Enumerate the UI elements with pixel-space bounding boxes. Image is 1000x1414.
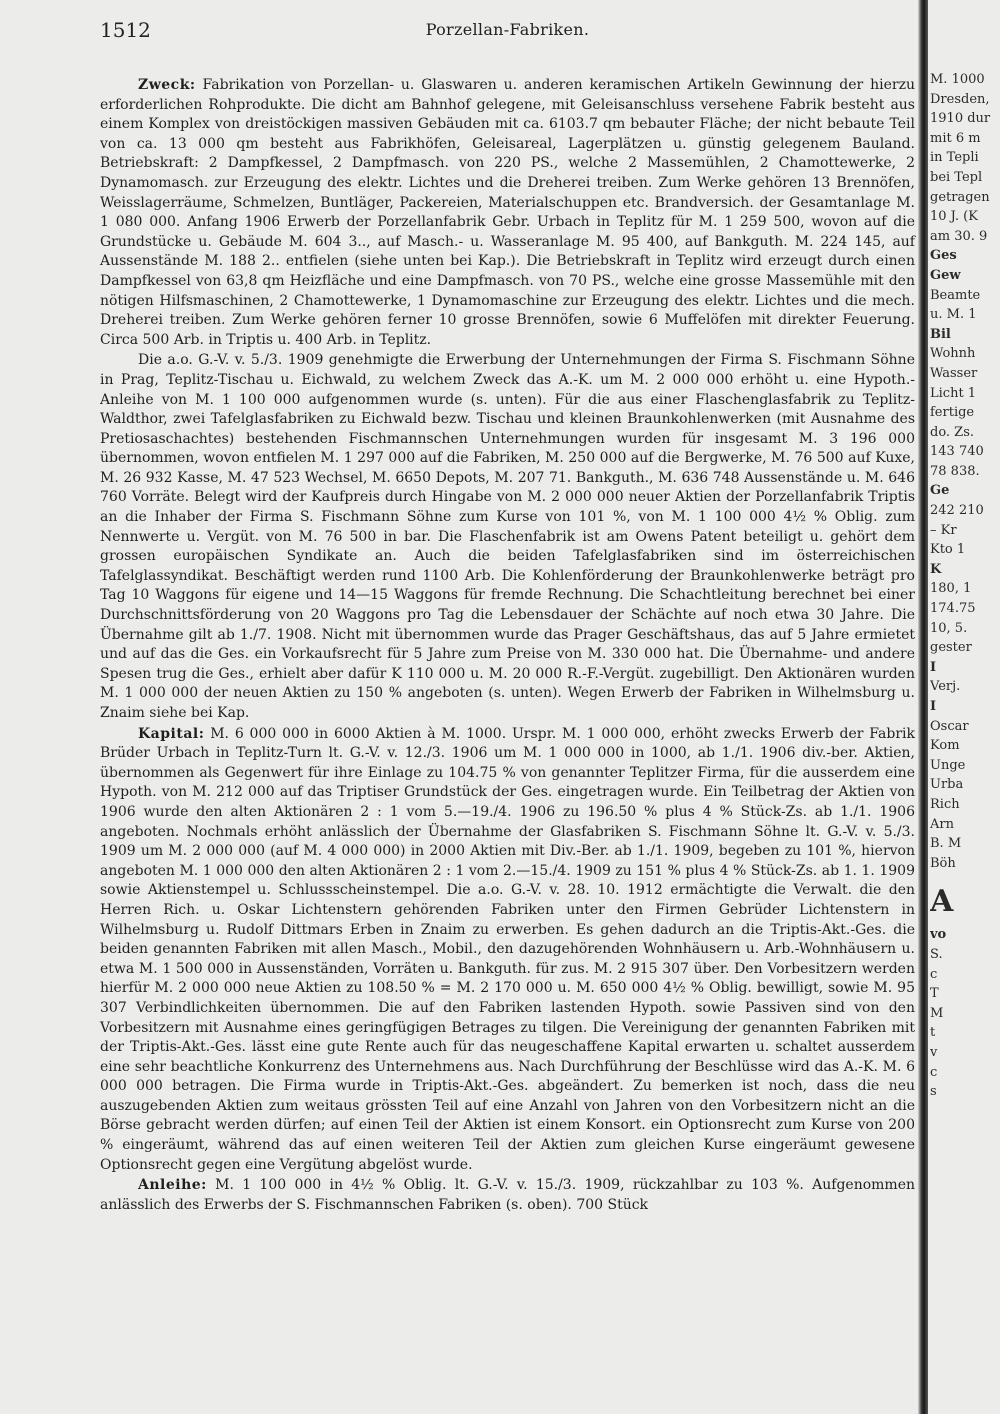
book-gutter	[918, 0, 928, 1414]
side-line: Bil	[930, 326, 951, 342]
side-line: 174.75	[930, 601, 976, 617]
side-line: – Kr	[930, 522, 957, 538]
side-line: Oscar	[930, 718, 969, 734]
side-line: t	[930, 1025, 936, 1041]
side-line: 10 J. (K	[930, 209, 978, 225]
side-line: s	[930, 1084, 937, 1100]
side-line: 78 838.	[930, 463, 980, 479]
side-line: T	[930, 986, 939, 1002]
side-line: do. Zs.	[930, 424, 975, 440]
side-line: bei Tepl	[930, 169, 983, 185]
side-line: Unge	[930, 757, 966, 773]
side-line: I	[930, 699, 937, 714]
keyword-zweck: Zweck:	[138, 77, 196, 93]
side-line: S.	[930, 946, 943, 962]
side-line: Urba	[930, 777, 964, 793]
side-line: Wohnh	[930, 346, 976, 362]
side-line: Kom	[930, 738, 960, 754]
keyword-anleihe: Anleihe:	[138, 1177, 207, 1194]
page-header	[100, 18, 915, 52]
article-body	[100, 76, 915, 1215]
side-line: 180, 1	[930, 581, 972, 597]
paragraph-anleihe	[100, 1176, 915, 1215]
side-line: mit 6 m	[930, 130, 981, 146]
side-line: M	[930, 1005, 944, 1021]
side-line: vo	[930, 927, 947, 943]
side-line: 242 210	[930, 503, 984, 519]
side-line: in Tepli	[930, 150, 979, 166]
running-head: Porzellan-Fabriken.	[425, 20, 590, 39]
side-line: c	[930, 966, 938, 982]
side-line: Ges	[930, 248, 957, 264]
keyword-kapital: Kapital:	[138, 725, 205, 742]
side-line: 1910 dur	[930, 111, 991, 127]
paragraph-erwerbung	[100, 351, 915, 723]
paragraph-zweck	[100, 76, 915, 350]
adjacent-page-fragment	[930, 70, 1000, 1102]
paragraph-text: M. 1 100 000 in 4½ % Oblig. lt. G.-V. v. 15./3. 1909, rückzahlbar zu 103 %. Aufgenommen anlässlich des Erwerbs der S. Fischmannschen Fabriken (s. oben). 700 Stück	[100, 1177, 915, 1213]
paragraph-text: M. 6 000 000 in 6000 Aktien à M. 1000. Urspr. M. 1 000 000, erhöht zwecks Erwerb der Fabrik Brüder Urbach in Teplitz-Turn lt. G.-V. v. 12./3. 1906 um M. 1 000 000 in 1000, ab 1./1. 1906 div.-ber. Aktien, übernommen als Gegenwert für ihre Einlage zu 104.75 % von genannter Teplitzer Firma, für die ausserdem eine Hypoth. von M. 212 000 auf das Triptiser Grundstück der Ges. eingetragen wurde. Ein Teilbetrag der Aktien von 1906 wurde den alten Aktionären 2 : 1 vom 5.—19./4. 1906 zu 196.50 % plus 4 % Stück-Zs. ab 1./1. 1906 angeboten. Nochmals erhöht anlässlich der Übernahme der Glasfabriken S. Fischmann Söhne lt. G.-V. v. 5./3. 1909 um M. 2 000 000 (auf M. 4 000 000) in 2000 Aktien mit Div.-Ber. ab 1./1. 1909, begeben zu 101 %, hiervon angeboten M. 1 000 000 den alten Aktionären 2 : 1 vom 2.—15./4. 1909 zu 151 % plus 4 % Stück-Zs. ab 1. 1. 1909 sowie Aktienstempel u. Schlussscheinstempel. Die a.o. G.-V. v. 28. 10. 1912 ermächtigte die Verwalt. die den Herren Rich. u. Oskar Lichtenstern gehörenden Fabriken unter den Firmen Gebrüder Lichtenstern in Wilhelmsburg u. Rudolf Dittmars Erben in Znaim zu erwerben. Es gehen dadurch an die Triptis-Akt.-Ges. die beiden genannten Fabriken mit allen Masch., Mobil., den dazugehörenden Wohnhäusern u. Arb.-Wohnhäusern u. etwa M. 1 500 000 in Aussenständen, Vorräten u. Bankguth. für zus. M. 2 915 307 über. Den Vorbesitzern werden hierfür M. 2 000 000 neue Aktien zu 108.50 % = M. 2 170 000 u. M. 650 000 4½ % Oblig. bewilligt, sowie M. 95 307 Verbindlichkeiten übernommen. Die auf den Fabriken lastenden Hypoth. sowie Passiven sind von den Vorbesitzern mit Ausnahme eines geringfügigen Betrages zu tilgen. Die Vereinigung der genannten Fabriken mit der Triptis-Akt.-Ges. lässt eine gute Rente auch für das neugeschaffene Kapital erwarten u. schaltet ausserdem eine sehr beachtliche Konkurrenz des Unternehmens aus. Nach Durchführung der Beschlüsse wird das A.-K. M. 6 000 000 betragen. Die Firma wurde in Triptis-Akt.-Ges. abgeändert. Zu bemerken ist noch, dass die neu auszugebenden Aktien zum weitaus grössten Teil auf eine Anzahl von Jahren von den Vorbesitzern nicht an die Börse gebracht werden dürfen; auf einen Teil der Aktien ist einem Konsort. ein Optionsrecht zum Kurse von 200 % eingeräumt, während das auf einen weiteren Teil der Aktien zum gleichen Kurse eingeräumt gewesene Optionsrecht gegen eine Vergütung abgelöst wurde.	[100, 725, 915, 1173]
main-column	[100, 18, 915, 1216]
side-line: gester	[930, 640, 972, 656]
side-line: v	[930, 1044, 938, 1060]
side-line: B. M	[930, 836, 962, 852]
side-line: Verj.	[930, 679, 961, 695]
side-line: Rich	[930, 796, 960, 812]
side-heading: A	[930, 884, 954, 920]
side-line: Wasser	[930, 365, 978, 381]
side-line: u. M. 1	[930, 307, 977, 323]
side-line: c	[930, 1064, 938, 1080]
paragraph-kapital	[100, 725, 915, 1176]
paragraph-text: Die a.o. G.-V. v. 5./3. 1909 genehmigte die Erwerbung der Unternehmungen der Firma S. Fischmann Söhne in Prag, Teplitz-Tischau u. Eichwald, zu welchem Zweck das A.-K. um M. 2 000 000 erhöht u. eine Hypoth.-Anleihe von M. 1 100 000 aufgenommen wurde (s. unten). Für die aus einer Flaschenglasfabrik zu Teplitz-Waldthor, zwei Tafelglasfabriken zu Eichwald bezw. Tischau und kleinen Braunkohlenwerken (mit Ausnahme des Pretiosaschachtes) bestehenden Fischmannschen Unternehmungen wurden für insgesamt M. 3 196 000 übernommen, wovon entfielen M. 1 297 000 auf die Fabriken, M. 250 000 auf die Bergwerke, M. 76 500 auf Kuxe, M. 26 932 Kasse, M. 47 523 Wechsel, M. 6650 Depots, M. 207 71. Bankguth., M. 636 748 Aussenstände u. M. 646 760 Vorräte. Belegt wird der Kaufpreis durch Hingabe von M. 2 000 000 neuer Aktien der Porzellanfabrik Triptis an die Inhaber der Firma S. Fischmann Söhne zum Kurse von 101 %, von M. 1 100 000 4½ % Oblig. zum Nennwerte u. Vergüt. von M. 76 500 in bar. Die Flaschenfabrik ist am Owens Patent beteiligt u. gehört dem grossen europäischen Syndikate an. Auch die beiden Tafelglasfabriken sind im österreichischen Tafelglassyndikat. Beschäftigt werden rund 1100 Arb. Die Kohlenförderung der Braunkohlenwerke beträgt pro Tag 10 Waggons für eigene und 14—15 Waggons für fremde Rechnung. Die Schachtleitung berechnet bei einer Durchschnittsförderung von 20 Waggons pro Tag die Lebensdauer der Schächte auf noch etwa 30 Jahre. Die Übernahme gilt ab 1./7. 1908. Nicht mit übernommen wurde das Prager Geschäftshaus, das auf 5 Jahre ermietet und auf das die Ges. ein Vorkaufsrecht für 5 Jahre zum Preise von M. 330 000 hat. Die Übernahme- und andere Spesen trug die Ges., erhielt aber dafür K 110 000 u. M. 20 000 R.-F.-Vergüt. zugebilligt. Den Aktionären wurden M. 1 000 000 der neuen Aktien zu 150 % angeboten (s. unten). Wegen Erwerb der Fabriken in Wilhelmsburg u. Znaim siehe bei Kap.	[100, 352, 915, 721]
side-line: I	[930, 659, 937, 675]
page-number: 1512	[100, 18, 151, 42]
side-line: K	[930, 561, 942, 577]
side-line: Ge	[930, 483, 950, 499]
side-line: Dresden,	[930, 91, 990, 107]
side-line: 10, 5.	[930, 620, 968, 636]
side-line: Licht 1	[930, 385, 977, 401]
side-line: am 30. 9	[930, 228, 988, 244]
side-line: fertige	[930, 405, 975, 421]
side-line: Kto 1	[930, 542, 966, 558]
side-line: getragen	[930, 189, 990, 205]
side-line: Böh	[930, 855, 956, 871]
side-line: Beamte	[930, 287, 981, 303]
side-line: 143 740	[930, 444, 984, 460]
side-line: Arn	[930, 816, 954, 832]
side-line: M. 1000	[930, 72, 985, 87]
paragraph-text: Fabrikation von Porzellan- u. Glaswaren u. anderen keramischen Artikeln Gewinnung der hierzu erforderlichen Rohprodukte. Die dicht am Bahnhof gelegene, mit Geleisanschluss versehene Fabrik besteht aus einem Komplex von dreistöckigen massiven Gebäuden mit ca. 6103.7 qm bebauter Fläche; der nicht bebaute Teil von ca. 13 000 qm besteht aus Fabrikhöfen, Geleisareal, Lagerplätzen u. günstig gelegenem Bauland. Betriebskraft: 2 Dampfkessel, 2 Dampfmasch. von 220 PS., welche 2 Massemühlen, 2 Chamottewerke, 2 Dynamomasch. zur Erzeugung des elektr. Lichtes und die Dreherei treiben. Zum Werke gehören 13 Brennöfen, Weisslagerräume, Schmelzen, Buntläger, Packereien, Materialschuppen etc. Brandversich. der Gesamtanlage M. 1 080 000. Anfang 1906 Erwerb der Porzellanfabrik Gebr. Urbach in Teplitz für M. 1 259 500, wovon auf die Grundstücke u. Gebäude M. 604 3.., auf Masch.- u. Wasseranlage M. 95 400, auf Bankguth. M. 224 145, auf Aussenstände M. 188 2.. entfielen (siehe unten bei Kap.). Die Betriebskraft in Teplitz wird erzeugt durch einen Dampfkessel von 63,8 qm Heizfläche und eine Dampfmasch. von 70 PS., welche eine grosse Massemühle mit den nötigen Hilfsmaschinen, 2 Chamottewerke, 1 Dynamomaschine zur Erzeugung des elektr. Lichtes und die mech. Dreherei treiben. Zum Werke gehören ferner 10 grosse Brennöfen, sowie 6 Muffelöfen mit direkter Feuerung. Circa 500 Arb. in Triptis u. 400 Arb. in Teplitz.	[100, 77, 915, 348]
side-line: Gew	[930, 267, 961, 283]
